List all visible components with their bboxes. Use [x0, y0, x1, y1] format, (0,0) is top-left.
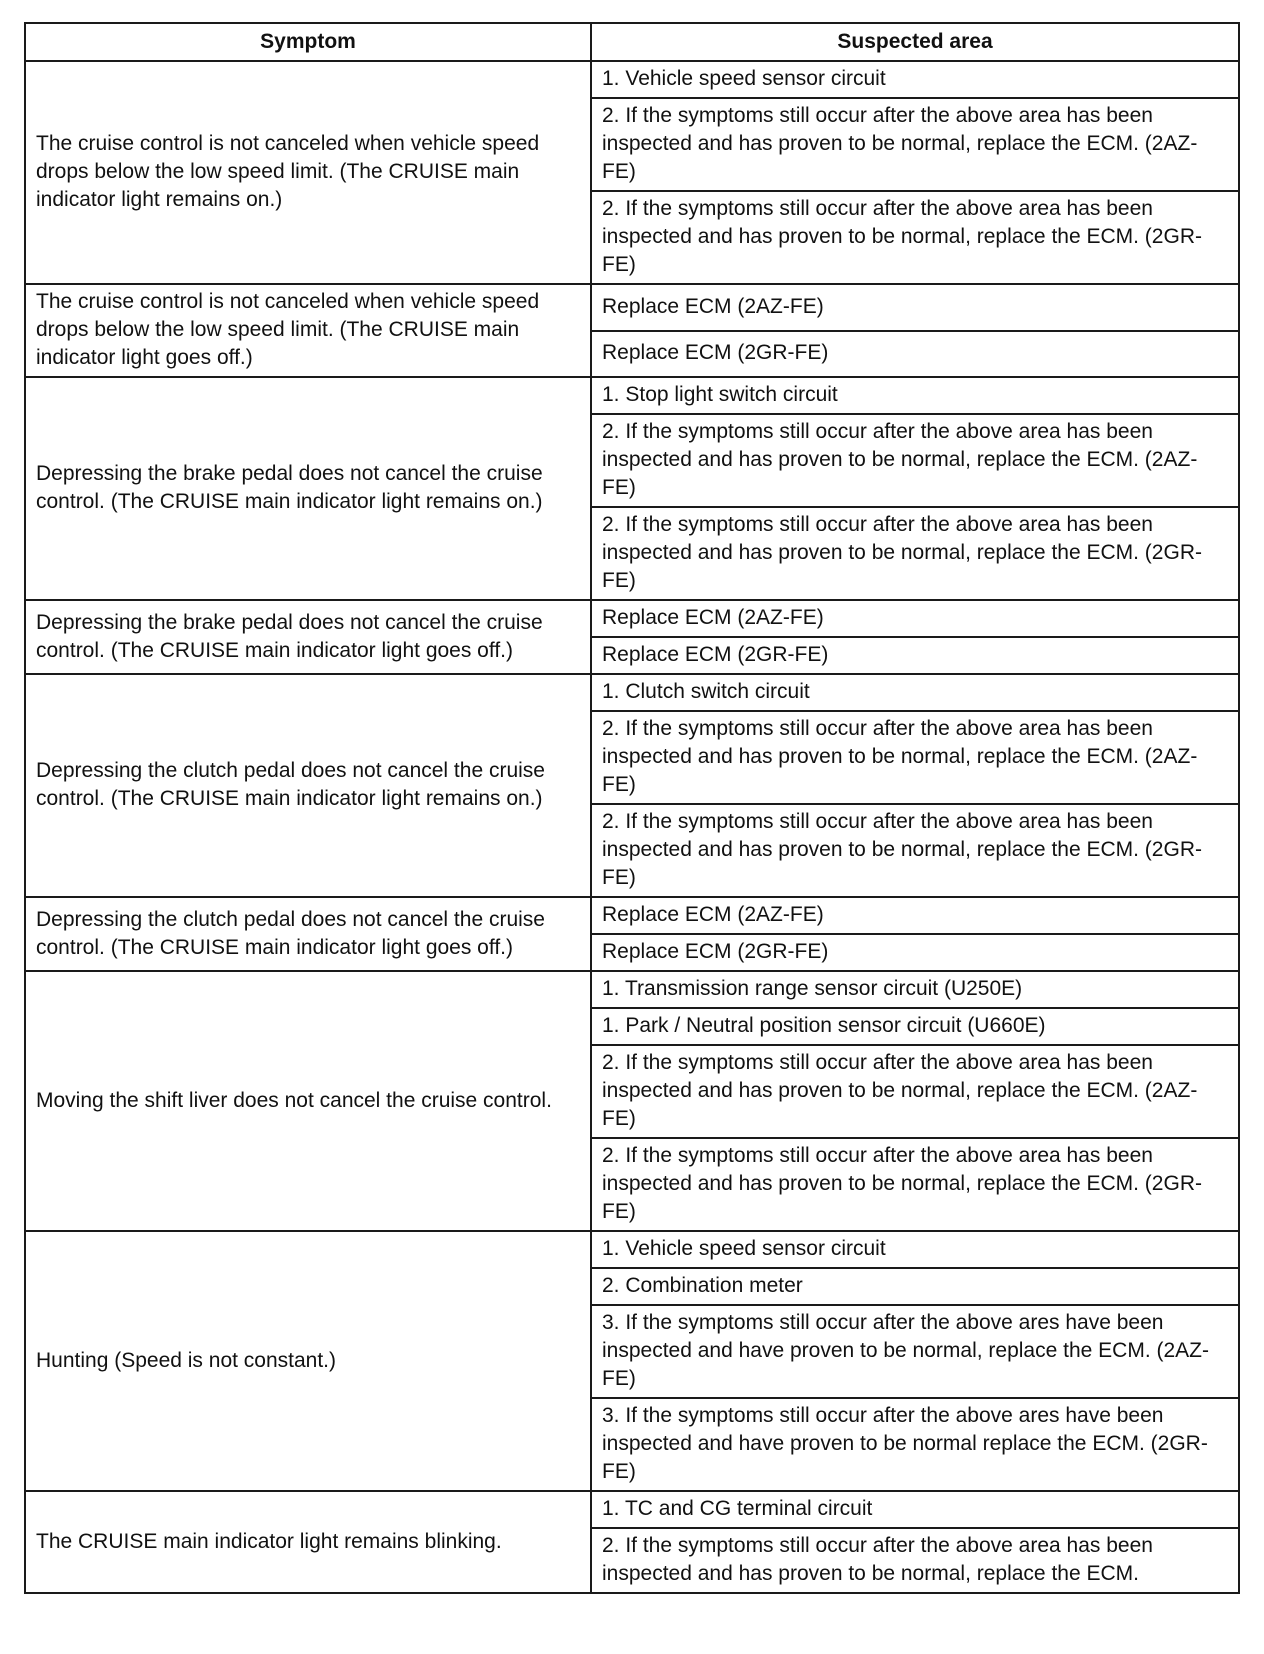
- suspected-area-cell: Replace ECM (2AZ-FE): [591, 897, 1239, 934]
- suspected-area-cell: 2. If the symptoms still occur after the above area has been inspected and has proven to be normal, replace the ECM. (2GR-FE): [591, 191, 1239, 284]
- table-body: [25, 61, 1239, 1593]
- suspected-area-cell: 2. If the symptoms still occur after the above area has been inspected and has proven to be normal, replace the ECM. (2AZ-FE): [591, 414, 1239, 507]
- suspected-area-cell: 2. If the symptoms still occur after the above area has been inspected and has proven to be normal, replace the ECM. (2AZ-FE): [591, 711, 1239, 804]
- symptom-cell: Hunting (Speed is not constant.): [25, 1231, 591, 1491]
- table-row: [25, 377, 1239, 414]
- troubleshooting-document: [24, 22, 1238, 1594]
- table-row: [25, 1491, 1239, 1528]
- table-row: [25, 600, 1239, 637]
- table-row: [25, 971, 1239, 1008]
- suspected-area-cell: Replace ECM (2GR-FE): [591, 934, 1239, 971]
- symptom-cell: Depressing the brake pedal does not cancel the cruise control. (The CRUISE main indicator light remains on.): [25, 377, 591, 600]
- suspected-area-cell: 1. Vehicle speed sensor circuit: [591, 1231, 1239, 1268]
- table-row: [25, 1231, 1239, 1268]
- suspected-area-cell: 1. Transmission range sensor circuit (U250E): [591, 971, 1239, 1008]
- header-suspected-area: Suspected area: [591, 23, 1239, 61]
- suspected-area-cell: 2. If the symptoms still occur after the above area has been inspected and has proven to be normal, replace the ECM. (2AZ-FE): [591, 98, 1239, 191]
- symptom-cell: The cruise control is not canceled when vehicle speed drops below the low speed limit. (The CRUISE main indicator light goes off.): [25, 284, 591, 377]
- symptom-cell: Depressing the clutch pedal does not cancel the cruise control. (The CRUISE main indicator light goes off.): [25, 897, 591, 971]
- table-row: [25, 674, 1239, 711]
- symptom-cell: Depressing the brake pedal does not cancel the cruise control. (The CRUISE main indicator light goes off.): [25, 600, 591, 674]
- suspected-area-cell: 2. If the symptoms still occur after the above area has been inspected and has proven to be normal, replace the ECM.: [591, 1528, 1239, 1593]
- suspected-area-cell: 1. Clutch switch circuit: [591, 674, 1239, 711]
- suspected-area-cell: Replace ECM (2GR-FE): [591, 637, 1239, 674]
- table-header-row: [25, 23, 1239, 61]
- suspected-area-cell: 2. If the symptoms still occur after the above area has been inspected and has proven to be normal, replace the ECM. (2GR-FE): [591, 507, 1239, 600]
- suspected-area-cell: 1. Vehicle speed sensor circuit: [591, 61, 1239, 98]
- suspected-area-cell: 2. If the symptoms still occur after the above area has been inspected and has proven to be normal, replace the ECM. (2AZ-FE): [591, 1045, 1239, 1138]
- symptom-cell: Moving the shift liver does not cancel the cruise control.: [25, 971, 591, 1231]
- table-row: [25, 897, 1239, 934]
- suspected-area-cell: 1. Park / Neutral position sensor circuit (U660E): [591, 1008, 1239, 1045]
- suspected-area-cell: 3. If the symptoms still occur after the above ares have been inspected and have proven to be normal, replace the ECM. (2AZ-FE): [591, 1305, 1239, 1398]
- suspected-area-cell: 2. Combination meter: [591, 1268, 1239, 1305]
- header-symptom: Symptom: [25, 23, 591, 61]
- suspected-area-cell: 1. Stop light switch circuit: [591, 377, 1239, 414]
- suspected-area-cell: 2. If the symptoms still occur after the above area has been inspected and has proven to be normal, replace the ECM. (2GR-FE): [591, 804, 1239, 897]
- suspected-area-cell: Replace ECM (2GR-FE): [591, 331, 1239, 378]
- suspected-area-cell: 2. If the symptoms still occur after the above area has been inspected and has proven to be normal, replace the ECM. (2GR-FE): [591, 1138, 1239, 1231]
- suspected-area-cell: 3. If the symptoms still occur after the above ares have been inspected and have proven to be normal replace the ECM. (2GR-FE): [591, 1398, 1239, 1491]
- table-row: [25, 61, 1239, 98]
- suspected-area-cell: Replace ECM (2AZ-FE): [591, 600, 1239, 637]
- symptom-table: [24, 22, 1240, 1594]
- symptom-cell: The cruise control is not canceled when vehicle speed drops below the low speed limit. (The CRUISE main indicator light remains on.): [25, 61, 591, 284]
- symptom-cell: Depressing the clutch pedal does not cancel the cruise control. (The CRUISE main indicator light remains on.): [25, 674, 591, 897]
- suspected-area-cell: Replace ECM (2AZ-FE): [591, 284, 1239, 331]
- table-row: [25, 284, 1239, 331]
- suspected-area-cell: 1. TC and CG terminal circuit: [591, 1491, 1239, 1528]
- symptom-cell: The CRUISE main indicator light remains blinking.: [25, 1491, 591, 1593]
